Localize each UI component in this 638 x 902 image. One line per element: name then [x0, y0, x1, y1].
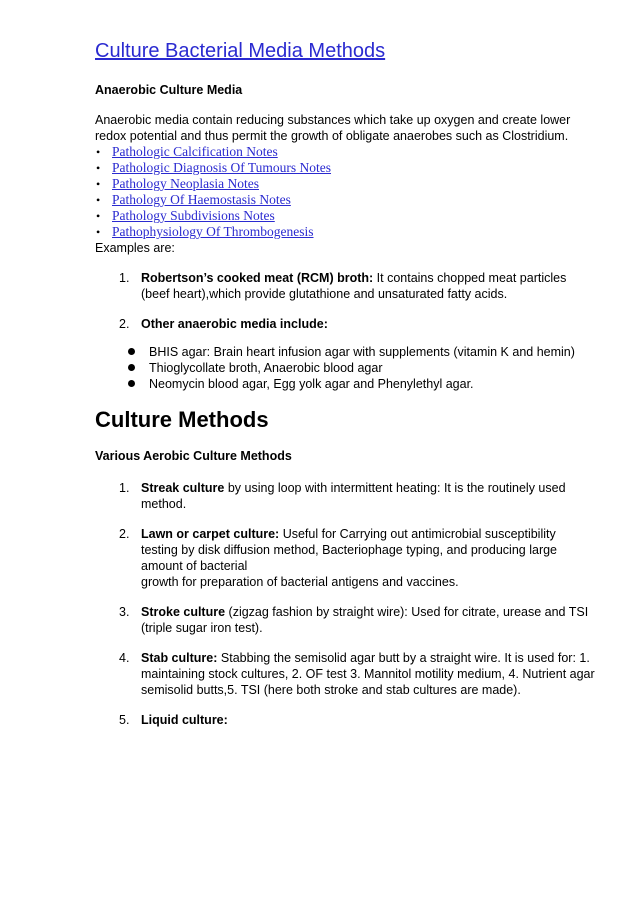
link-pathophysiology-thrombogenesis[interactable]: Pathophysiology Of Thrombogenesis	[112, 224, 314, 239]
bullet-icon: •	[96, 145, 101, 159]
link-pathologic-calcification[interactable]: Pathologic Calcification Notes	[112, 144, 278, 159]
media-name: Neomycin blood agar, Egg yolk agar and Phenylethyl agar.	[149, 377, 474, 391]
list-item	[95, 144, 595, 160]
examples-label: Examples are:	[95, 241, 175, 255]
bullet-icon	[128, 348, 135, 355]
item-number: 2.	[119, 317, 130, 331]
list-item	[95, 526, 595, 590]
related-links-list	[95, 144, 595, 240]
list-item	[95, 650, 595, 698]
item-term: Stab culture:	[141, 651, 218, 665]
item-text: Useful for Carrying out antimicrobial susceptibility testing by disk diffusion method, Bacteriophage typing, and producing large amount of bacterial	[141, 527, 558, 573]
page-title[interactable]: Culture Bacterial Media Methods	[95, 40, 386, 62]
link-pathology-neoplasia[interactable]: Pathology Neoplasia Notes	[112, 176, 259, 191]
link-pathology-subdivisions[interactable]: Pathology Subdivisions Notes	[112, 208, 275, 223]
item-number: 2.	[119, 527, 130, 541]
anaerobic-intro: Anaerobic media contain reducing substances which take up oxygen and create lower redox potential and thus permit the growth of obligate anaerobes such as Clostridium.	[95, 113, 571, 143]
anaerobic-heading: Anaerobic Culture Media	[95, 83, 243, 97]
list-item	[95, 208, 595, 224]
bullet-icon: •	[96, 225, 101, 239]
media-name: Thioglycollate broth, Anaerobic blood agar	[149, 361, 383, 375]
list-item	[95, 344, 595, 360]
item-term: Other anaerobic media include:	[141, 317, 328, 331]
aerobic-methods-heading: Various Aerobic Culture Methods	[95, 449, 292, 463]
item-term: Stroke culture	[141, 605, 226, 619]
item-number: 4.	[119, 651, 130, 665]
list-item	[95, 480, 595, 512]
list-item	[95, 224, 595, 240]
bullet-icon	[128, 364, 135, 371]
item-term: Lawn or carpet culture:	[141, 527, 280, 541]
link-pathology-haemostasis[interactable]: Pathology Of Haemostasis Notes	[112, 192, 291, 207]
bullet-icon: •	[96, 193, 101, 207]
item-term: Robertson’s cooked meat (RCM) broth:	[141, 271, 374, 285]
list-item	[95, 192, 595, 208]
list-item	[95, 712, 595, 728]
bullet-icon: •	[96, 161, 101, 175]
item-term: Liquid culture:	[141, 713, 228, 727]
bullet-icon: •	[96, 209, 101, 223]
item-text: by using loop with intermittent heating: It is the routinely used method.	[141, 481, 566, 511]
item-text: (zigzag fashion by straight wire): Used for citrate, urease and TSI (triple sugar iron test).	[141, 605, 589, 635]
item-text: It contains chopped meat particles (beef heart),which provide glutathione and unsaturated fatty acids.	[141, 271, 567, 301]
document-page	[95, 38, 595, 742]
item-number: 1.	[119, 481, 130, 495]
aerobic-methods-list	[95, 480, 595, 728]
item-number: 3.	[119, 605, 130, 619]
list-item	[95, 176, 595, 192]
item-term: Streak culture	[141, 481, 225, 495]
item-text: Stabbing the semisolid agar butt by a straight wire. It is used for: 1. maintaining stock cultures, 2. OF test 3. Mannitol motility medium, 4. Nutrient agar semisolid butts,5. TSI (here both stroke and stab cultures are made).	[141, 651, 595, 697]
list-item	[95, 316, 595, 392]
item-text-continued: growth for preparation of bacterial antigens and vaccines.	[141, 575, 459, 589]
culture-methods-heading: Culture Methods	[95, 407, 269, 432]
list-item	[95, 270, 595, 302]
list-item	[95, 604, 595, 636]
list-item	[95, 360, 595, 376]
list-item	[95, 376, 595, 392]
link-pathologic-diagnosis-tumours[interactable]: Pathologic Diagnosis Of Tumours Notes	[112, 160, 332, 175]
list-item	[95, 160, 595, 176]
bullet-icon	[128, 380, 135, 387]
other-media-list	[95, 344, 595, 392]
bullet-icon: •	[96, 177, 101, 191]
item-number: 1.	[119, 271, 130, 285]
media-name: BHIS agar: Brain heart infusion agar with supplements (vitamin K and hemin)	[149, 345, 575, 359]
item-number: 5.	[119, 713, 130, 727]
anaerobic-media-list	[95, 270, 595, 392]
